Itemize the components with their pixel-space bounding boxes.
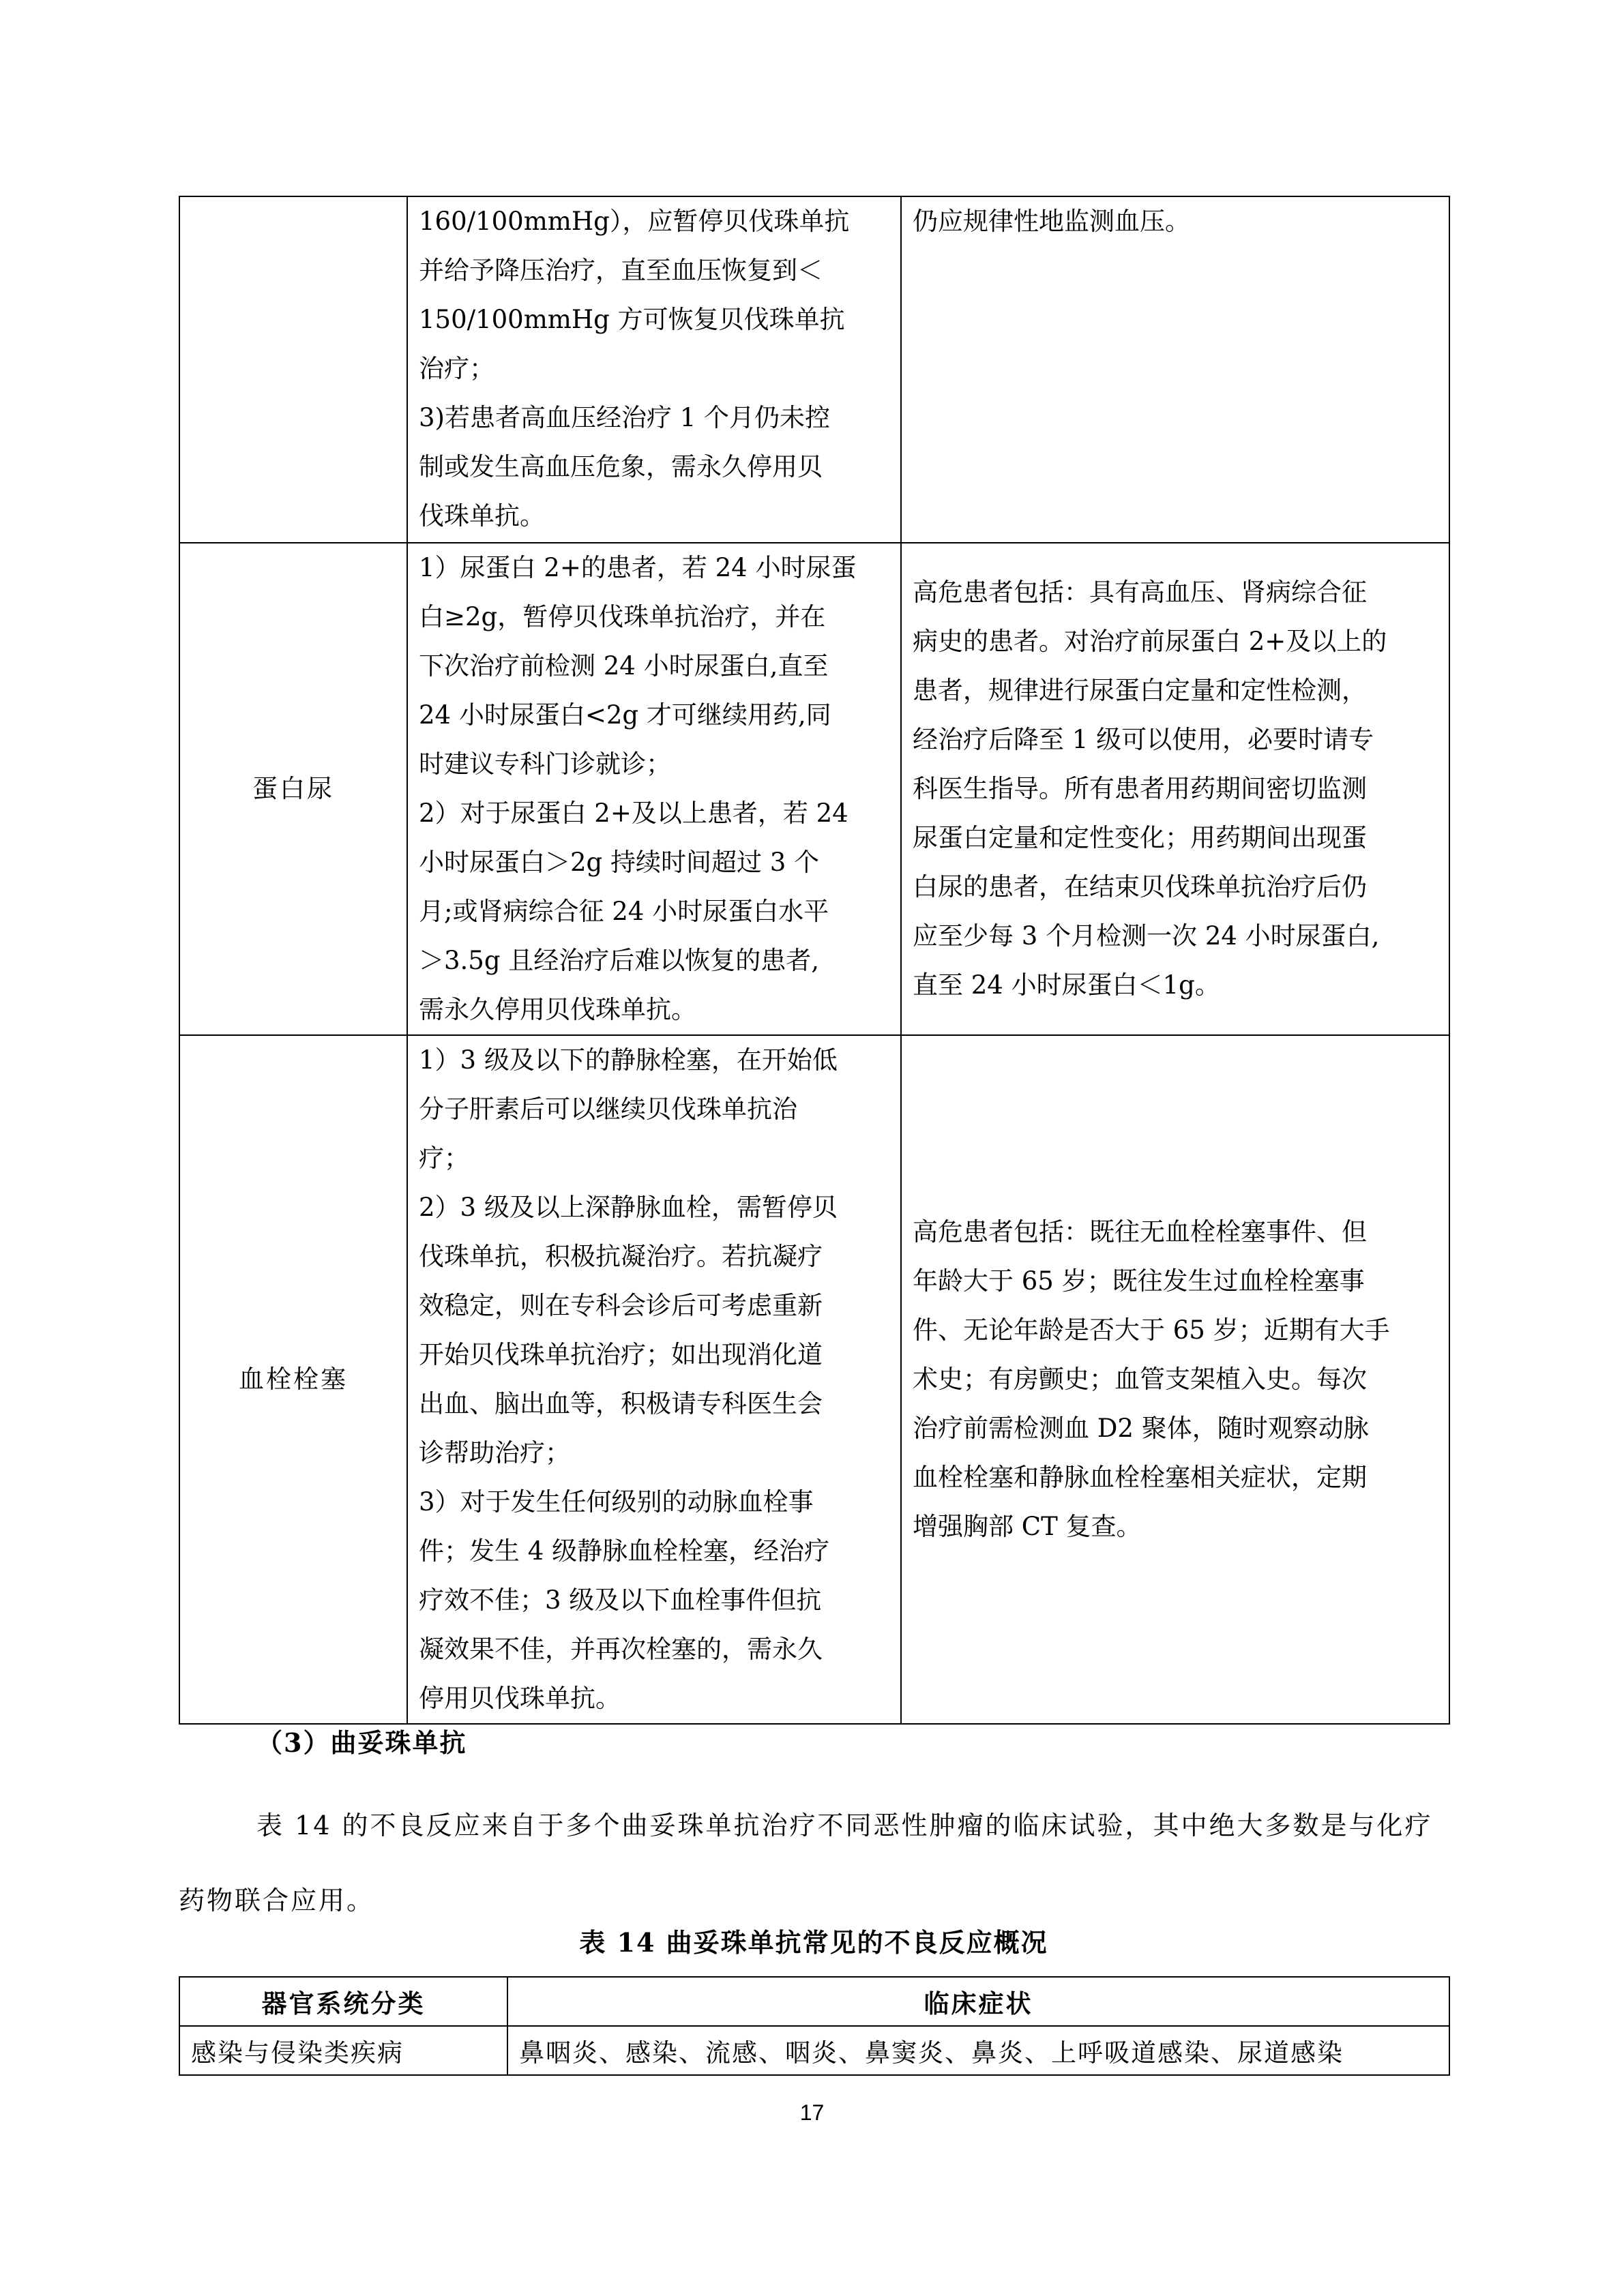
management-line: 1）3 级及以下的静脉栓塞，在开始低 xyxy=(419,1045,838,1075)
management-line: 时建议专科门诊就诊； xyxy=(419,749,671,779)
management-line: 制或发生高血压危象，需永久停用贝 xyxy=(419,452,823,481)
table-caption: 表 14 曲妥珠单抗常见的不良反应概况 xyxy=(579,1927,1048,1958)
category-cell: 蛋白尿 xyxy=(179,543,407,1035)
management-line: 2）3 级及以上深静脉血栓，需暂停贝 xyxy=(419,1193,838,1222)
notes-line: 患者，规律进行尿蛋白定量和定性检测， xyxy=(913,676,1367,705)
notes-line: 件、无论年龄是否大于 65 岁；近期有大手 xyxy=(913,1315,1390,1345)
management-line: 凝效果不佳，并再次栓塞的，需永久 xyxy=(419,1635,823,1664)
management-line: 伐珠单抗，积极抗凝治疗。若抗凝疗 xyxy=(419,1242,823,1271)
management-line: 24 小时尿蛋白<2g 才可继续用药,同 xyxy=(419,700,831,730)
management-line: 疗效不佳；3 级及以下血栓事件但抗 xyxy=(419,1585,822,1615)
page-number: 17 xyxy=(799,2100,825,2125)
table-row xyxy=(179,1035,1449,1724)
management-line: 并给予降压治疗，直至血压恢复到＜ xyxy=(419,256,823,285)
notes-cell xyxy=(901,1035,1449,1724)
header-clinical-symptoms: 临床症状 xyxy=(507,1977,1449,2026)
management-cell xyxy=(407,196,901,543)
management-line: 小时尿蛋白＞2g 持续时间超过 3 个 xyxy=(419,848,820,877)
management-line: 治疗； xyxy=(419,354,494,383)
notes-line: 血栓栓塞和静脉血栓栓塞相关症状，定期 xyxy=(913,1463,1367,1492)
management-line: 分子肝素后可以继续贝伐珠单抗治 xyxy=(419,1094,797,1124)
category-cell: 血栓栓塞 xyxy=(179,1035,407,1724)
management-line: 开始贝伐珠单抗治疗；如出现消化道 xyxy=(419,1340,823,1369)
management-cell xyxy=(407,543,901,1035)
management-line: 150/100mmHg 方可恢复贝伐珠单抗 xyxy=(419,305,845,334)
management-line: 3）对于发生任何级别的动脉血栓事 xyxy=(419,1487,814,1517)
adverse-event-management-table xyxy=(179,196,1450,1725)
management-line: 停用贝伐珠单抗。 xyxy=(419,1684,621,1713)
notes-line: 白尿的患者，在结束贝伐珠单抗治疗后仍 xyxy=(913,872,1367,901)
notes-cell xyxy=(901,543,1449,1035)
management-line: 1）尿蛋白 2+的患者，若 24 小时尿蛋 xyxy=(419,553,857,582)
symptoms-cell: 鼻咽炎、感染、流感、咽炎、鼻窦炎、鼻炎、上呼吸道感染、尿道感染 xyxy=(507,2026,1449,2075)
notes-line: 直至 24 小时尿蛋白＜1g。 xyxy=(913,970,1220,1000)
management-cell xyxy=(407,1035,901,1724)
table-header-row xyxy=(179,1977,1449,2026)
notes-line: 尿蛋白定量和定性变化；用药期间出现蛋 xyxy=(913,823,1367,852)
notes-line: 治疗前需检测血 D2 聚体，随时观察动脉 xyxy=(913,1414,1369,1443)
table-row xyxy=(179,543,1449,1035)
notes-line: 仍应规律性地监测血压。 xyxy=(913,207,1190,236)
notes-line: 科医生指导。所有患者用药期间密切监测 xyxy=(913,774,1367,803)
notes-line: 经治疗后降至 1 级可以使用，必要时请专 xyxy=(913,725,1374,754)
notes-line: 应至少每 3 个月检测一次 24 小时尿蛋白, xyxy=(913,921,1380,951)
section-heading: （3）曲妥珠单抗 xyxy=(256,1727,467,1758)
management-line: 诊帮助治疗； xyxy=(419,1438,570,1467)
notes-line: 高危患者包括：具有高血压、肾病综合征 xyxy=(913,578,1367,607)
organ-system-cell: 感染与侵染类疾病 xyxy=(179,2026,507,2075)
table-row xyxy=(179,196,1449,543)
trastuzumab-adverse-reaction-table xyxy=(179,1976,1450,2076)
header-organ-system: 器官系统分类 xyxy=(179,1977,507,2026)
management-line: 2）对于尿蛋白 2+及以上患者，若 24 xyxy=(419,799,848,828)
management-line: 件；发生 4 级静脉血栓栓塞，经治疗 xyxy=(419,1536,830,1566)
notes-line: 年龄大于 65 岁；既往发生过血栓栓塞事 xyxy=(913,1266,1365,1296)
notes-line: 高危患者包括：既往无血栓栓塞事件、但 xyxy=(913,1217,1367,1247)
management-line: 效稳定，则在专科会诊后可考虑重新 xyxy=(419,1291,823,1320)
management-line: 月;或肾病综合征 24 小时尿蛋白水平 xyxy=(419,897,829,926)
management-line: 160/100mmHg），应暂停贝伐珠单抗 xyxy=(419,207,850,236)
management-line: 下次治疗前检测 24 小时尿蛋白,直至 xyxy=(419,651,829,681)
management-line: 出血、脑出血等，积极请专科医生会 xyxy=(419,1389,823,1418)
management-line: 3)若患者高血压经治疗 1 个月仍未控 xyxy=(419,403,831,432)
management-line: 白≥2g，暂停贝伐珠单抗治疗，并在 xyxy=(419,602,826,631)
notes-cell xyxy=(901,196,1449,543)
notes-line: 术史；有房颤史；血管支架植入史。每次 xyxy=(913,1365,1367,1394)
section-paragraph: 表 14 的不良反应来自于多个曲妥珠单抗治疗不同恶性肿瘤的临床试验，其中绝大多数是与化疗药物联合应用。 xyxy=(179,1810,1433,1915)
notes-line: 增强胸部 CT 复查。 xyxy=(913,1512,1142,1541)
management-line: ＞3.5g 且经治疗后难以恢复的患者, xyxy=(419,946,820,975)
table-row xyxy=(179,2026,1449,2075)
category-cell xyxy=(179,196,407,543)
management-line: 伐珠单抗。 xyxy=(419,501,545,531)
management-line: 需永久停用贝伐珠单抗。 xyxy=(419,995,696,1024)
notes-line: 病史的患者。对治疗前尿蛋白 2+及以上的 xyxy=(913,627,1387,656)
management-line: 疗； xyxy=(419,1144,469,1173)
